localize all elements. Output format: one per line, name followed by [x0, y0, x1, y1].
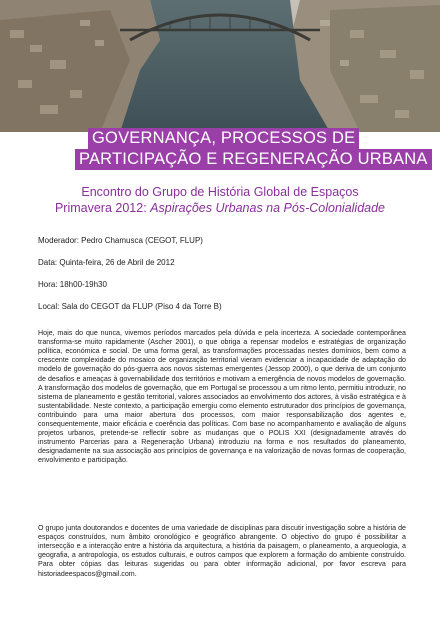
event-details: [38, 236, 418, 324]
body-paragraph-1: Hoje, mais do que nunca, vivemos períodos marcados pela dúvida e pela incerteza. A sociedade contemporânea transforma-se muito rapidamente (Ascher 2001), o que obriga a repensar modelos e estratégias de organização política, económica e social. De uma forma geral, as transformações processadas nestes domínios, bem como a crescente complexidade do mosaico de organização territorial vieram evidenciar a incapacidade de adaptação do modelo de governação do pós-guerra aos novos sistemas emergentes (Jessop 2000), o que deriva de um conjunto de desafios e ameaças à governabilidade dos territórios e motivam a emergência de novos modelos de governação. A transformação dos modelos de governação, que em Portugal se processou a um ritmo lento, permitiu introduzir, no sistema de planeamento e gestão territorial, valores associados ao envolvimento dos actores, à visão estratégica e à sustentabilidade. Neste contexto, a participação emergiu como elemento estruturador dos princípios de governança, contribuindo para uma maior abertura dos processos, com maior responsabilização dos agentes e, consequentemente, maior eficácia e coerência das políticas. Com base no acompanhamento e avaliação de alguns projetos urbanos, pretende-se reflectir sobre as mudanças que o POLIS XXI (designadamente através do instrumento Parcerias para a Regeneração Urbana) introduziu na forma e nos resultados do planeamento, designadamente na sua associação aos princípios de governança e na valorização de novas formas de cooperação, envolvimento e participação.: [38, 329, 406, 465]
date-line: Data: Quinta-feira, 26 de Abril de 2012: [38, 258, 175, 267]
moderator-line: Moderador: Pedro Chamusca (CEGOT, FLUP): [38, 236, 203, 245]
header-photo-bridge-city: [0, 0, 440, 132]
subtitle-line-1: Encontro do Grupo de História Global de Espaços: [81, 185, 359, 199]
subtitle-theme: Aspirações Urbanas na Pós-Colonialidade: [150, 201, 386, 215]
event-title: [79, 128, 428, 170]
location-line: Local: Sala do CEGOT da FLUP (Piso 4 da Torre B): [38, 302, 222, 311]
time-line: Hora: 18h00-19h30: [38, 280, 107, 289]
title-line-1: GOVERNANÇA, PROCESSOS DE: [88, 128, 359, 149]
body-paragraph-2: O grupo junta doutorandos e docentes de uma variedade de disciplinas para discutir investigação sobre a história de espaços construídos, num âmbito oronológico e geográfico abrangente. O objectivo do grupo é possibilitar a intersecção e a interacção entre a história da arquitectura, a história da paisagem, o planeamento, a arqueologia, a geografia, a antropologia, os estudos culturais, e outros campos que explorem a formação do ambiente construído. Para obter cópias das leituras sugeridas ou para obter informação adicional, por favor escreva para historiadeespacos@gmail.com.: [38, 524, 406, 578]
event-subtitle: [0, 184, 440, 216]
subtitle-season: Primavera 2012:: [54, 201, 151, 215]
city-river-illustration: [0, 0, 440, 132]
title-line-2: PARTICIPAÇÃO E REGENERAÇÃO URBANA: [75, 149, 432, 170]
subtitle-line-2: [0, 200, 440, 216]
